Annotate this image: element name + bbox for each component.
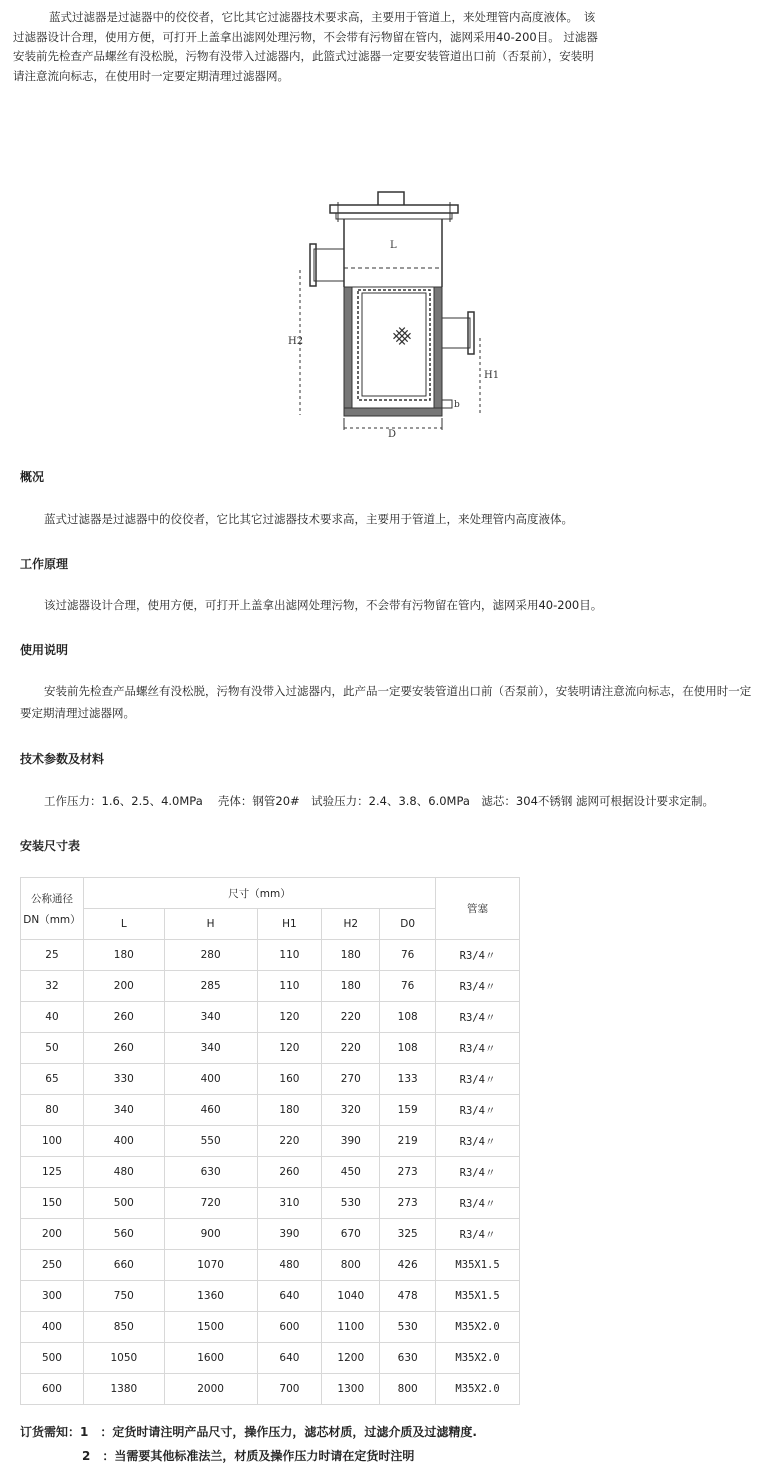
table-cell: 1600 [164,1343,257,1374]
table-cell: 65 [21,1064,84,1095]
table-cell: 530 [380,1312,436,1343]
table-cell: 426 [380,1250,436,1281]
table-cell: 1100 [322,1312,380,1343]
table-cell: M35X1.5 [436,1250,520,1281]
table-cell: 220 [322,1033,380,1064]
dim-label-L: L [390,240,397,251]
mesh-symbol [391,325,414,348]
table-cell: 530 [322,1188,380,1219]
table-cell: 260 [257,1157,322,1188]
inlet-pipe [314,249,344,281]
table-cell: R3/4〃 [436,1064,520,1095]
table-cell: 120 [257,1033,322,1064]
table-cell: 200 [83,971,164,1002]
table-cell: 800 [322,1250,380,1281]
table-cell: 660 [83,1250,164,1281]
intro-line: 请注意流向标志，在使用时一定要定期清理过滤器网。 [13,68,289,83]
bottom-wall [344,408,442,416]
table-cell: R3/4〃 [436,1157,520,1188]
drain-plug [442,400,452,408]
table-row [21,971,520,1002]
table-cell: 640 [257,1281,322,1312]
col-header: H2 [322,909,380,940]
basket-strainer-drawing [280,190,500,440]
table-row [21,1002,520,1033]
filter-basket-inner [362,293,426,396]
table-cell: 2000 [164,1374,257,1405]
table-cell: 76 [380,940,436,971]
table-cell: 150 [21,1188,84,1219]
table-cell: R3/4〃 [436,1126,520,1157]
table-cell: 340 [164,1033,257,1064]
table-row [21,1250,520,1281]
overview-text: 蓝式过滤器是过滤器中的佼佼者，它比其它过滤器技术要求高，主要用于管道上，来处理管内高度液体。 [44,512,573,526]
header-dn [21,878,84,940]
table-row [21,1095,520,1126]
table-row [21,1188,520,1219]
table-cell: 460 [164,1095,257,1126]
table-row [21,1219,520,1250]
table-cell: R3/4〃 [436,1095,520,1126]
table-row [21,1343,520,1374]
table-cell: 260 [83,1002,164,1033]
top-lid [330,205,458,213]
table-cell: 160 [257,1064,322,1095]
table-cell: 340 [83,1095,164,1126]
table-cell: 220 [257,1126,322,1157]
table-cell: 180 [257,1095,322,1126]
col-header: H1 [257,909,322,940]
table-cell: 250 [21,1250,84,1281]
top-flange [336,213,452,219]
order-note-2: 2 ：当需要其他标准法兰，材质及操作压力时请在定货时注明 [82,1449,415,1463]
table-cell: 400 [164,1064,257,1095]
strainer-schematic [280,190,500,440]
table-body [21,878,520,1405]
dim-label-H2: H2 [288,336,304,347]
table-cell: 220 [322,1002,380,1033]
header-dn-line1: 公称通径 [30,892,73,905]
table-cell: 630 [164,1157,257,1188]
table-cell: 325 [380,1219,436,1250]
left-wall [344,287,352,415]
table-cell: 500 [83,1188,164,1219]
table-cell: 700 [257,1374,322,1405]
table-cell: M35X2.0 [436,1343,520,1374]
table-cell: 1200 [322,1343,380,1374]
table-cell: 400 [21,1312,84,1343]
table-cell: 273 [380,1157,436,1188]
table-cell: 1380 [83,1374,164,1405]
table-cell: 120 [257,1002,322,1033]
table-row [21,1126,520,1157]
table-header-row [21,878,520,909]
table-cell: 200 [21,1219,84,1250]
table-row [21,1033,520,1064]
table-cell: 480 [257,1250,322,1281]
table-cell: 550 [164,1126,257,1157]
right-wall [434,287,442,415]
table-cell: M35X2.0 [436,1374,520,1405]
table-cell: 720 [164,1188,257,1219]
header-dn-line2: DN（mm） [23,913,81,926]
usage-text: 安装前先检查产品螺丝有没松脱，污物有没带入过滤器内，此产品一定要安装管道出口前（否泵前），安装明请注意流向标志，在使用时一定要定期清理过滤器网。 [20,684,752,720]
table-cell: 1500 [164,1312,257,1343]
table-cell: 32 [21,971,84,1002]
dim-label-H1: H1 [484,370,500,381]
principle-text: 该过滤器设计合理，使用方便，可打开上盖拿出滤网处理污物，不会带有污物留在管内，滤网采用40-200目。 [44,598,603,612]
tech-text: 工作压力：1.6、2.5、4.0MPa 壳体：钢管20# 试验压力：2.4、3.8、6.0MPa 滤芯：304不锈钢 滤网可根据设计要求定制。 [44,794,715,808]
outlet-pipe [442,318,470,348]
table-cell: R3/4〃 [436,1002,520,1033]
table-cell: 390 [322,1126,380,1157]
table-row [21,1281,520,1312]
intro-line: 蓝式过滤器是过滤器中的佼佼者，它比其它过滤器技术要求高，主要用于管道上，来处理管内高度液体。 该 [49,10,596,24]
section-text-usage [20,680,755,724]
table-cell: M35X1.5 [436,1281,520,1312]
table-cell: 450 [322,1157,380,1188]
table-cell: 76 [380,971,436,1002]
table-cell: 560 [83,1219,164,1250]
table-cell: 500 [21,1343,84,1374]
table-cell: 480 [83,1157,164,1188]
col-header: D0 [380,909,436,940]
section-text-overview [20,508,755,530]
table-cell: 400 [83,1126,164,1157]
table-cell: R3/4〃 [436,1033,520,1064]
order-note-1: 订货需知：1 ：定货时请注明产品尺寸，操作压力，滤芯材质，过滤介质及过滤精度. [20,1425,477,1439]
dim-label-b: b [454,400,460,410]
table-cell: 310 [257,1188,322,1219]
table-cell: 180 [322,940,380,971]
col-header: L [83,909,164,940]
table-cell: 285 [164,971,257,1002]
section-title-overview: 概况 [20,470,45,484]
table-cell: 133 [380,1064,436,1095]
table-cell: 25 [21,940,84,971]
table-cell: 270 [322,1064,380,1095]
table-cell: 640 [257,1343,322,1374]
inlet-flange [310,244,316,286]
section-title-table: 安装尺寸表 [20,839,81,853]
table-cell: 180 [83,940,164,971]
table-cell: 800 [380,1374,436,1405]
table-cell: 300 [21,1281,84,1312]
section-text-principle [20,594,755,616]
table-row [21,1374,520,1405]
table-cell: 110 [257,940,322,971]
intro-paragraph [13,8,633,86]
section-text-tech [20,790,755,812]
header-plug: 管塞 [436,878,520,940]
table-cell: 273 [380,1188,436,1219]
table-cell: 478 [380,1281,436,1312]
table-cell: R3/4〃 [436,971,520,1002]
table-row [21,1157,520,1188]
section-title-tech: 技术参数及材料 [20,752,105,766]
table-cell: 670 [322,1219,380,1250]
table-cell: 1040 [322,1281,380,1312]
intro-line: 过滤器设计合理，使用方便，可打开上盖拿出滤网处理污物，不会带有污物留在管内，滤网采用40-200目。 过滤器 [13,29,598,44]
table-cell: 1360 [164,1281,257,1312]
order-notes [20,1420,477,1468]
dim-label-D: D [388,429,397,440]
table-cell: 50 [21,1033,84,1064]
install-dimension-table [20,877,520,1405]
filter-basket [358,290,430,400]
table-cell: 1300 [322,1374,380,1405]
table-cell: 900 [164,1219,257,1250]
table-cell: R3/4〃 [436,940,520,971]
table-cell: 850 [83,1312,164,1343]
table-cell: 159 [380,1095,436,1126]
table-row [21,940,520,971]
table-row [21,1064,520,1095]
table-cell: 390 [257,1219,322,1250]
table-cell: 80 [21,1095,84,1126]
table-cell: 219 [380,1126,436,1157]
lid-handle [378,192,404,205]
table-row [21,1312,520,1343]
table-cell: 108 [380,1002,436,1033]
table-cell: 1070 [164,1250,257,1281]
table-cell: 40 [21,1002,84,1033]
table-cell: 260 [83,1033,164,1064]
table-cell: 108 [380,1033,436,1064]
table-cell: 630 [380,1343,436,1374]
section-title-principle: 工作原理 [20,557,69,571]
table-cell: R3/4〃 [436,1188,520,1219]
intro-line: 安装前先检查产品螺丝有没松脱，污物有没带入过滤器内，此篮式过滤器一定要安装管道出口前（否泵前），安装明 [13,49,594,63]
table-cell: 750 [83,1281,164,1312]
table-cell: 1050 [83,1343,164,1374]
table-cell: R3/4〃 [436,1219,520,1250]
table-cell: 125 [21,1157,84,1188]
table-cell: 340 [164,1002,257,1033]
table-cell: 600 [257,1312,322,1343]
table-cell: 320 [322,1095,380,1126]
col-header: H [164,909,257,940]
table-cell: M35X2.0 [436,1312,520,1343]
table-cell: 100 [21,1126,84,1157]
table-cell: 600 [21,1374,84,1405]
table-cell: 110 [257,971,322,1002]
table-cell: 330 [83,1064,164,1095]
section-title-usage: 使用说明 [20,643,69,657]
table-cell: 280 [164,940,257,971]
table-cell: 180 [322,971,380,1002]
header-size: 尺寸（mm） [83,878,435,909]
